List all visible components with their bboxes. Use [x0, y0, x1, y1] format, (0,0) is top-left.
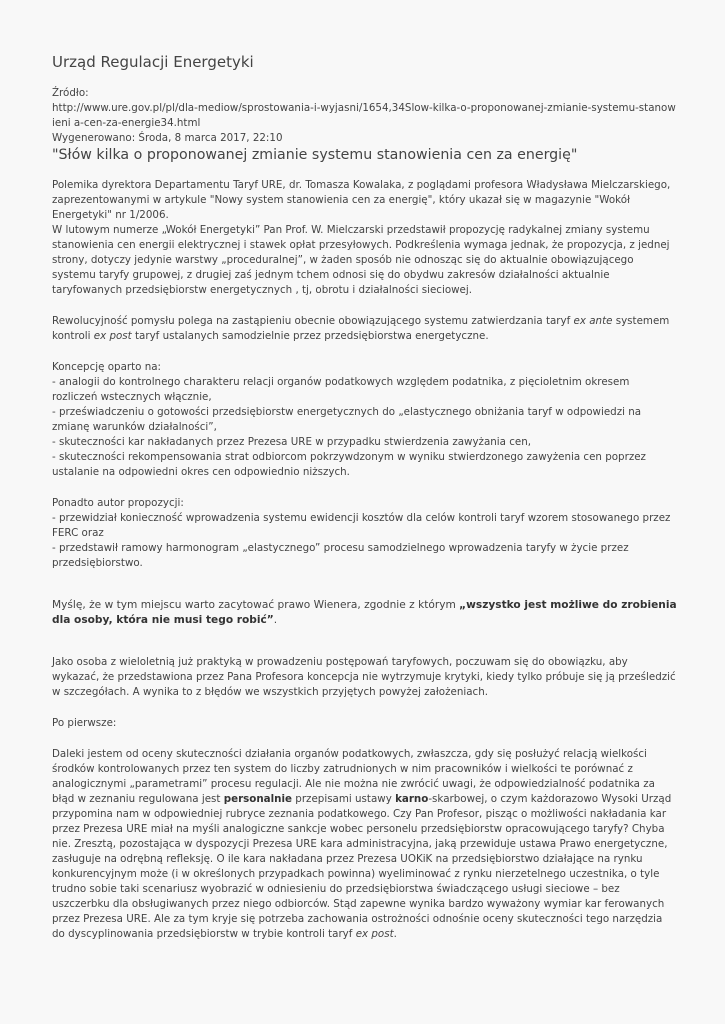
- source-label: Źródło:: [52, 87, 89, 99]
- first-point-heading: Po pierwsze:: [52, 717, 117, 729]
- list-item: - skuteczności kar nakładanych przez Prezesa URE w przypadku stwierdzenia zawyżania cen,: [52, 436, 532, 448]
- karno-term: karno: [395, 793, 429, 805]
- ex-ante-term: ex ante: [573, 315, 613, 327]
- list-item: - przedstawił ramowy harmonogram „elastycznego” procesu samodzielnego wprowadzenia taryfy w życie przez przedsiębiorstwo.: [52, 542, 629, 569]
- source-url: http://www.ure.gov.pl/pl/dla-mediow/sprostowania-i-wyjasni/1654,34Slow-kilka-o-proponowanej-zmianie-systemu-stanowieni a-cen-za-energie34.html: [52, 102, 676, 129]
- tax-analogy-paragraph: Daleki jestem od oceny skuteczności działania organów podatkowych, zwłaszcza, gdy się posłużyć relacją wielkości środków kontrolowanych przez ten system do liczby zatrudnionych w nim pracowników i wielkości te porównać z analogicznymi „parametrami” procesu regulacji. Ale nie można nie zwrócić uwagi, że odpowiedzialność podatnika za błąd w zeznaniu regulowana jest personalnie przepisami ustawy karno-skarbowej, o czym każdorazowo Wysoki Urząd przypomina nam w odpowiedniej rubryce zeznania podatkowego. Czy Pan Profesor, pisząc o możliwości nakładania kar przez Prezesa URE miał na myśli analogiczne sankcje wobec personelu przedsiębiorstw opracowującego taryfy? Chyba nie. Zresztą, pozostająca w dyspozycji Prezesa URE kara administracyjna, jaką przewiduje ustawa Prawo energetyczne, zasługuje na odrębną refleksję. O ile kara nakładana przez Prezesa UOKiK na przedsiębiorstwo działające na rynku konkurencyjnym może (i w określonych przypadkach powinna) wyeliminować z rynku nierzetelnego uczestnika, o tyle trudno sobie taki scenariusz wyobrazić w odniesieniu do przedsiębiorstwa świadczącego usługi sieciowe – bez uszczerbku dla obsługiwanych przez niego odbiorców. Stąd zapewne wynika bardzo wyważony wymiar kar ferowanych przez Prezesa URE. Ale za tym kryje się potrzeba zachowania ostrożności odnośnie oceny skuteczności tego narzędzia do dyscyplinowania przedsiębiorstw w trybie kontroli taryf ex post.: [52, 748, 672, 940]
- ex-post-term: ex post: [93, 330, 132, 342]
- site-title: Urząd Regulacji Energetyki: [52, 53, 254, 71]
- ex-post-term: ex post: [355, 928, 394, 940]
- list-item: - przewidział konieczność wprowadzenia systemu ewidencji kosztów dla celów kontroli taryf wzorem stosowanego przez FERC oraz: [52, 512, 671, 539]
- document-meta: [52, 86, 677, 146]
- article-title: "Słów kilka o proponowanej zmianie systemu stanowienia cen za energię": [52, 147, 578, 163]
- article-body: [52, 178, 677, 942]
- personalnie-term: personalnie: [223, 793, 293, 805]
- list-item: - analogii do kontrolnego charakteru relacji organów podatkowych względem podatnika, z pięcioletnim okresem rozliczeń wstecznych włącznie,: [52, 376, 630, 403]
- concept-heading: Koncepcję oparto na:: [52, 361, 162, 373]
- intro-paragraph-2: W lutowym numerze „Wokół Energetyki” Pan Prof. W. Mielczarski przedstawił propozycję radykalnej zmiany systemu stanowienia cen energii elektrycznej i stawek opłat przesyłowych. Podkreślenia wymaga jednak, że propozycja, z jednej strony, dotyczy jedynie warstwy „proceduralnej”, w żaden sposób nie odnosząc się do aktualnie obowiązującego systemu taryfy grupowej, z drugiej zaś jednym tchem odnosi się do obydwu zakresów działalności aktualnie taryfowanych przedsiębiorstw energetycznych , tj, obrotu i działalności sieciowej.: [52, 224, 670, 296]
- additional-heading: Ponadto autor propozycji:: [52, 497, 184, 509]
- wiener-quote: „wszystko jest możliwe do zrobienia dla osoby, która nie musi tego robić”: [52, 599, 677, 626]
- intro-paragraph-1: Polemika dyrektora Departamentu Taryf URE, dr. Tomasza Kowalaka, z poglądami profesora Władysława Mielczarskiego, zaprezentowanymi w artykule "Nowy system stanowienia cen za energię", który ukazał się w magazynie "Wokół Energetyki" nr 1/2006.: [52, 179, 671, 221]
- list-item: - przeświadczeniu o gotowości przedsiębiorstw energetycznych do „elastycznego obniżania taryf w odpowiedzi na zmianę warunków działalności”,: [52, 406, 642, 433]
- wiener-paragraph: Myślę, że w tym miejscu warto zacytować prawo Wienera, zgodnie z którym „wszystko jest możliwe do zrobienia dla osoby, która nie musi tego robić”.: [52, 599, 677, 626]
- generated-date: Wygenerowano: Środa, 8 marca 2017, 22:10: [52, 132, 283, 144]
- experience-paragraph: Jako osoba z wieloletnią już praktyką w prowadzeniu postępowań taryfowych, poczuwam się do obowiązku, aby wykazać, że przedstawiona przez Pana Profesora koncepcja nie wytrzymuje krytyki, kiedy tylko próbuje się ją prześledzić w szczegółach. A wynika to z błędów we wszystkich przyjętych powyżej założeniach.: [52, 656, 676, 698]
- list-item: - skuteczności rekompensowania strat odbiorcom pokrzywdzonym w wyniku stwierdzonego zawyżenia cen poprzez ustalanie na odpowiedni okres cen odpowiednio niższych.: [52, 451, 646, 478]
- revolution-paragraph: Rewolucyjność pomysłu polega na zastąpieniu obecnie obowiązującego systemu zatwierdzania taryf ex ante systemem kontroli ex post taryf ustalanych samodzielnie przez przedsiębiorstwa energetyczne.: [52, 315, 670, 342]
